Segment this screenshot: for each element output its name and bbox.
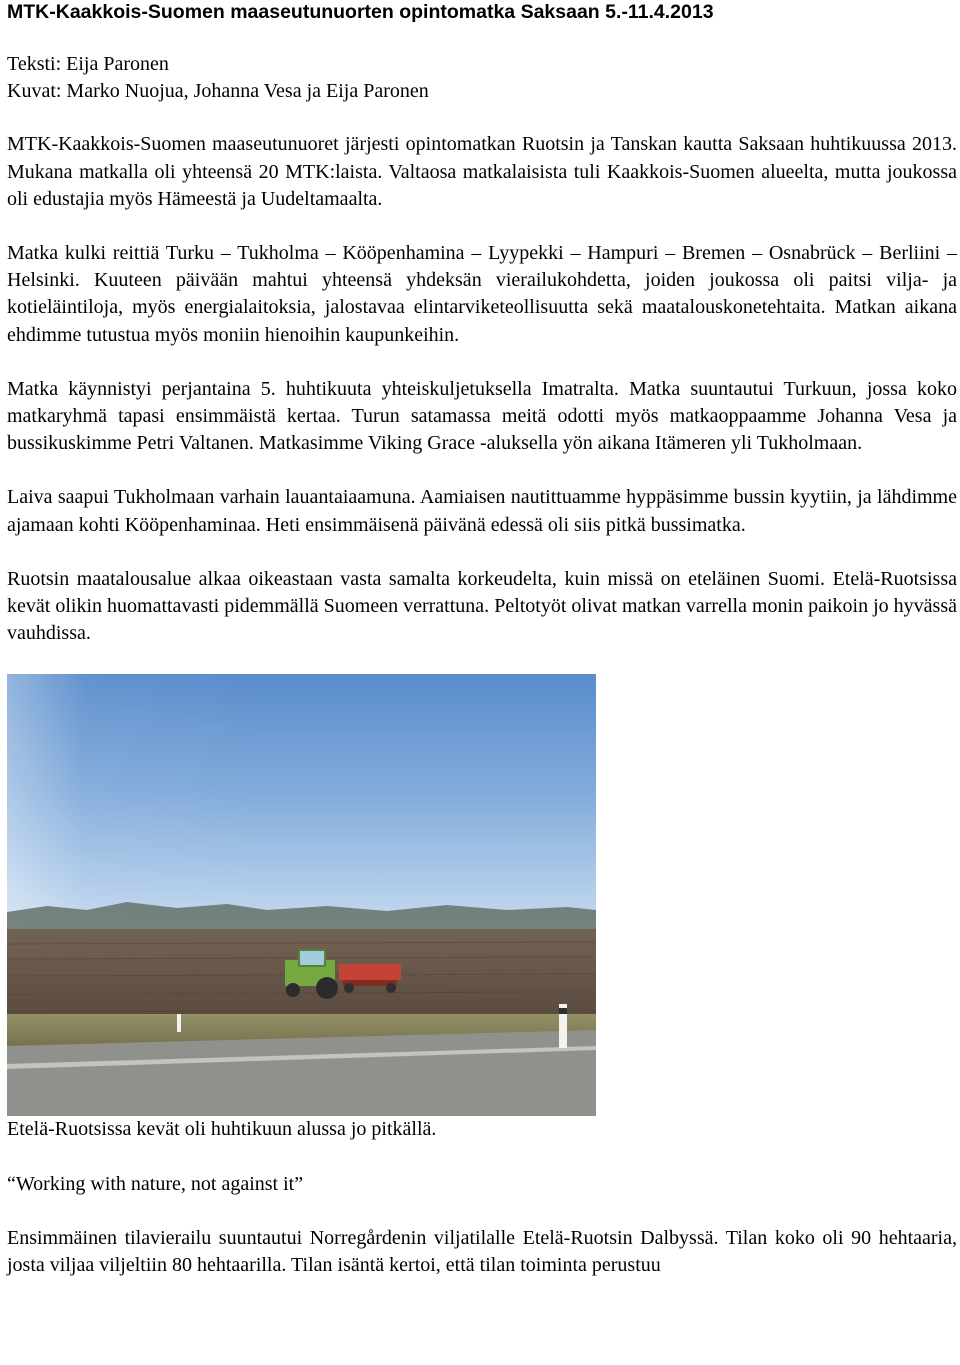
text-author-credit: Teksti: Eija Paronen xyxy=(7,53,169,75)
photo-caption: Etelä-Ruotsissa kevät oli huhtikuun alussa jo pitkällä. xyxy=(7,1118,437,1141)
paragraph-first-farm-visit: Ensimmäinen tilavierailu suuntautui Norregårdenin viljatilalle Etelä-Ruotsin Dalbyssä. Tilan koko oli 90 hehtaaria, josta viljaa viljeltiin 80 hehtaarilla. Tilan isäntä kertoi, että tilan toiminta perustuu xyxy=(7,1226,957,1277)
paragraph-stockholm: Laiva saapui Tukholmaan varhain lauantaiaamuna. Aamiaisen nautittuamme hyppäsimme bussin kyytiin, ja lähdimme ajamaan kohti Kööpenhaminaa. Heti ensimmäisenä päivänä edessä oli siis pitkä bussimatka. xyxy=(7,486,957,536)
section-quote-heading: “Working with nature, not against it” xyxy=(7,1172,304,1195)
field-photo xyxy=(7,674,596,1116)
paragraph-sweden-agriculture: Ruotsin maatalousalue alkaa oikeastaan vasta samalta korkeudelta, kuin missä on eteläinen Suomi. Etelä-Ruotsissa kevät olikin huomattavasti pidemmällä Suomeen verrattuna. Peltotyöt olivat matkan varrella monin paikoin jo hyvässä vauhdissa. xyxy=(7,567,957,645)
field-photo-image xyxy=(7,674,596,1116)
paragraph-departure: Matka käynnistyi perjantaina 5. huhtikuuta yhteiskuljetuksella Imatralta. Matka suuntautui Turkuun, jossa koko matkaryhmä tapasi ensimmäistä kertaa. Turun satamassa meitä odotti myös matkaoppaamme Johanna Vesa ja bussikuskimme Petri Valtanen. Matkasimme Viking Grace -aluksella yön aikana Itämeren yli Tukholmaan. xyxy=(7,377,957,455)
paragraph-route: Matka kulki reittiä Turku – Tukholma – Kööpenhamina – Lyypekki – Hampuri – Bremen – Osnabrück – Berliini – Helsinki. Kuuteen päivään mahtui yhteensä yhdeksän vierailukohdetta, joiden joukossa oli paitsi vilja- ja kotieläintiloja, myös energialaitoksia, jalostavaa elintarviketeollisuutta sekä maatalouskonetehtaita. Matkan aikana ehdimme tutustua myös moniin hienoihin kaupunkeihin. xyxy=(7,242,957,346)
photos-author-credit: Kuvat: Marko Nuojua, Johanna Vesa ja Eija Paronen xyxy=(7,80,429,103)
document-page xyxy=(7,0,957,1279)
document-title: MTK-Kaakkois-Suomen maaseutunuorten opintomatka Saksaan 5.-11.4.2013 xyxy=(7,1,714,23)
paragraph-intro: MTK-Kaakkois-Suomen maaseutunuoret järjesti opintomatkan Ruotsin ja Tanskan kautta Saksaan huhtikuussa 2013. Mukana matkalla oli yhteensä 20 MTK:laista. Valtaosa matkalaisista tuli Kaakkois-Suomen alueelta, mutta joukossa oli edustajia myös Hämeestä ja Uudeltamaalta. xyxy=(7,133,957,210)
credits-block xyxy=(7,51,957,105)
